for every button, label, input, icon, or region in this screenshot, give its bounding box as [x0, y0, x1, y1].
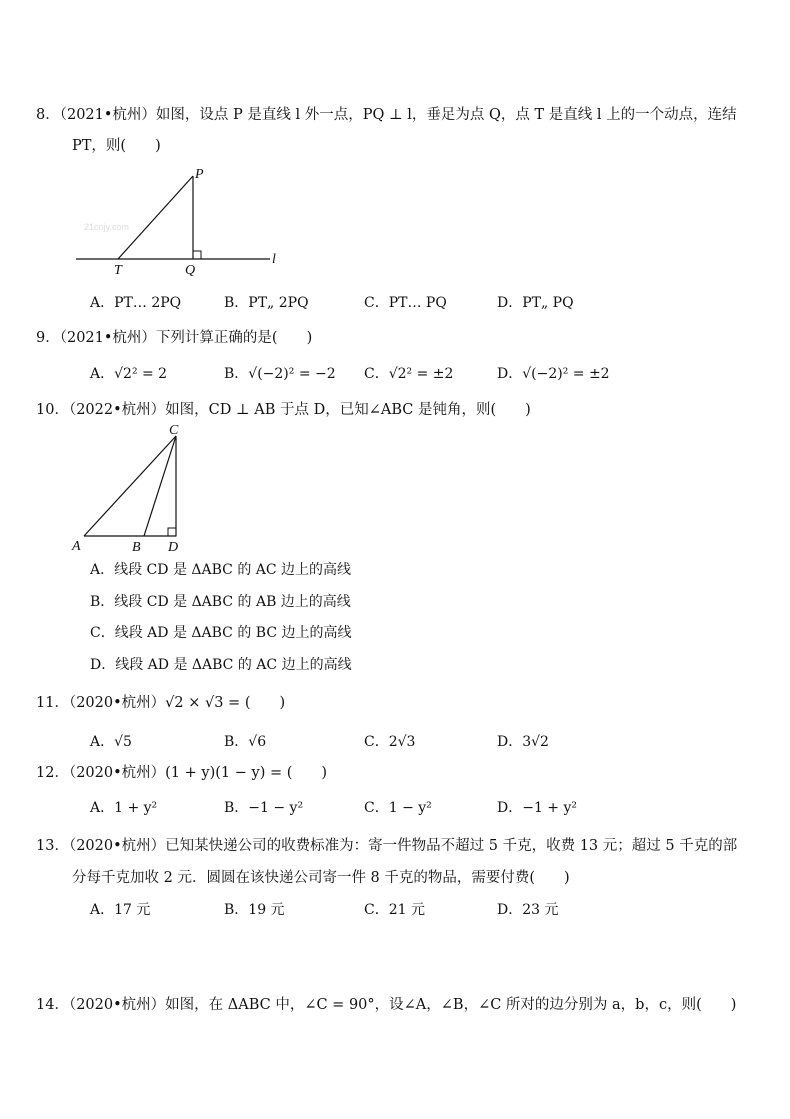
q13-option-d: D．23 元 [497, 902, 559, 918]
q10-option-a: A．线段 CD 是 ΔABC 的 AC 边上的高线 [90, 562, 352, 578]
q10-option-c: C．线段 AD 是 ΔABC 的 BC 边上的高线 [90, 625, 352, 641]
q9-stem: 9．（2021•杭州）下列计算正确的是( ) [36, 330, 313, 346]
label-P: P [195, 167, 204, 182]
label-Q: Q [185, 263, 196, 278]
q11-option-d: D．3√2 [497, 734, 549, 750]
q13-option-a: A．17 元 [90, 902, 151, 918]
q13-stem-line2: 分每千克加收 2 元．圆圆在该快递公司寄一件 8 千克的物品，需要付费( ) [72, 870, 570, 886]
label-A: A [72, 539, 81, 554]
q12-option-c: C．1 − y² [364, 800, 432, 816]
segment-BC [144, 436, 176, 536]
segment-AC [84, 436, 176, 536]
watermark: 21cnjy.com [84, 222, 129, 232]
q8-option-d: D．PT„ PQ [497, 295, 574, 311]
q11-option-b: B．√6 [224, 734, 267, 750]
label-D: D [168, 540, 179, 555]
q13-stem-line1: 13．（2020•杭州）已知某快递公司的收费标准为：寄一件物品不超过 5 千克，收费 13 元；超过 5 千克的部 [36, 838, 738, 854]
q8-stem-line2: PT，则( ) [72, 138, 161, 154]
q13-option-b: B．19 元 [224, 902, 285, 918]
label-B: B [132, 540, 141, 555]
q8-stem-line1: 8．（2021•杭州）如图，设点 P 是直线 l 外一点，PQ ⊥ l，垂足为点 Q，点 T 是直线 l 上的一个动点，连结 [36, 107, 737, 123]
q9-option-a: A．√2² = 2 [90, 366, 168, 382]
q13-option-c: C．21 元 [364, 902, 425, 918]
right-angle-mark [193, 251, 201, 259]
q8-option-a: A．PT… 2PQ [90, 295, 182, 311]
right-angle-mark [168, 528, 176, 536]
q12-stem: 12．（2020•杭州）(1 + y)(1 − y) = ( ) [36, 765, 328, 781]
q11-option-c: C．2√3 [364, 734, 416, 750]
q10-option-b: B．线段 CD 是 ΔABC 的 AB 边上的高线 [90, 594, 351, 610]
q10-option-d: D．线段 AD 是 ΔABC 的 AC 边上的高线 [90, 657, 352, 673]
q9-option-c: C．√2² = ±2 [364, 366, 454, 382]
q11-stem: 11．（2020•杭州）√2 × √3 = ( ) [36, 695, 286, 711]
label-C: C [169, 423, 179, 438]
q14-stem: 14．（2020•杭州）如图，在 ΔABC 中，∠C = 90°，设∠A，∠B，∠C 所对的边分别为 a，b，c，则( ) [36, 997, 737, 1013]
q9-option-b: B．√(−2)² = −2 [224, 366, 336, 382]
q9-option-d: D．√(−2)² = ±2 [497, 366, 610, 382]
label-T: T [114, 263, 122, 278]
q10-stem: 10．（2022•杭州）如图，CD ⊥ AB 于点 D，已知∠ABC 是钝角，则( ) [36, 402, 531, 418]
q8-option-b: B．PT„ 2PQ [224, 295, 309, 311]
q12-option-b: B．−1 − y² [224, 800, 304, 816]
q10-figure [68, 422, 198, 557]
label-l: l [272, 252, 276, 267]
q8-option-c: C．PT… PQ [364, 295, 447, 311]
segment-PT [118, 176, 193, 259]
q8-figure [70, 162, 290, 282]
q12-option-a: A．1 + y² [90, 800, 158, 816]
q12-option-d: D．−1 + y² [497, 800, 578, 816]
q11-option-a: A．√5 [90, 734, 132, 750]
